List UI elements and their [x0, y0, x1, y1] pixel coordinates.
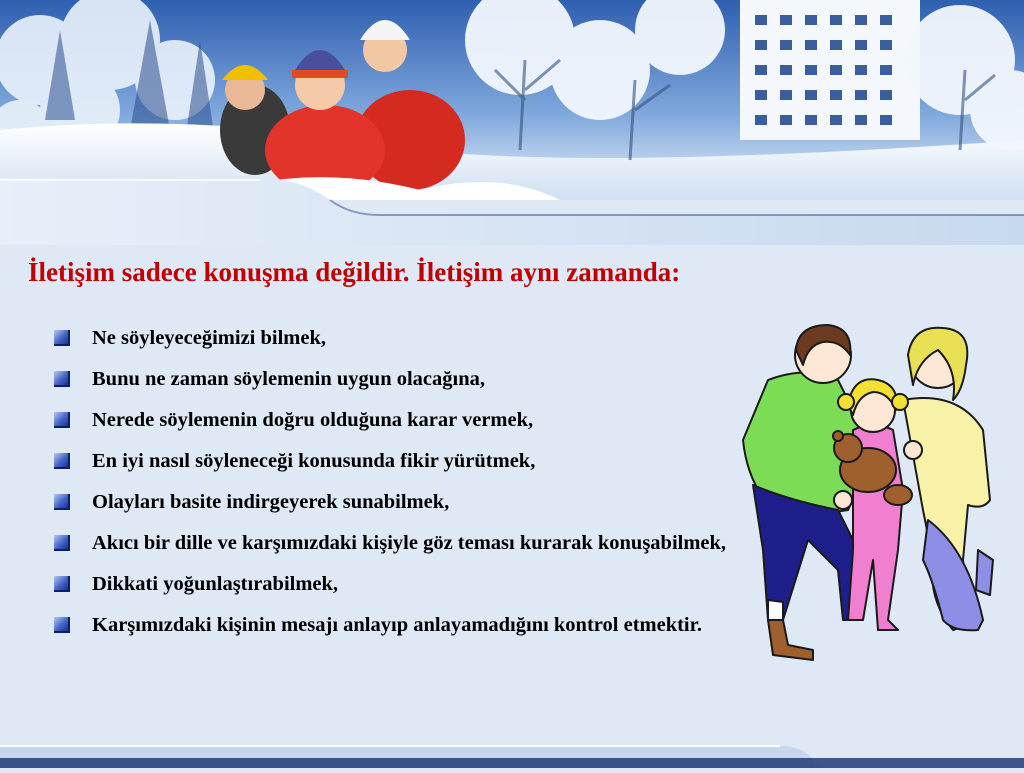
- square-bullet-icon: [54, 453, 70, 469]
- list-item: [54, 568, 734, 601]
- header-banner: [0, 0, 1024, 245]
- bullet-text: En iyi nasıl söyleneceği konusunda fikir yürütmek,: [92, 450, 536, 472]
- list-item: [54, 527, 734, 560]
- bullet-text: Olayları basite indirgeyerek sunabilmek,: [92, 491, 450, 513]
- list-item: [54, 404, 734, 437]
- bullet-text: Karşımızdaki kişinin mesajı anlayıp anlayamadığını kontrol etmektir.: [92, 614, 702, 636]
- square-bullet-icon: [54, 494, 70, 510]
- list-item: [54, 609, 734, 642]
- bullet-text: Bunu ne zaman söylemenin uygun olacağına,: [92, 368, 485, 390]
- square-bullet-icon: [54, 412, 70, 428]
- bullet-text: Dikkati yoğunlaştırabilmek,: [92, 573, 339, 595]
- list-item: [54, 322, 734, 355]
- bullet-text: Ne söyleyeceğimizi bilmek,: [92, 327, 326, 349]
- list-item: [54, 363, 734, 396]
- square-bullet-icon: [54, 617, 70, 633]
- bullet-list: [54, 322, 734, 650]
- footer-bar: [0, 742, 1024, 768]
- list-item: [54, 445, 734, 478]
- bullet-text: Akıcı bir dille ve karşımızdaki kişiyle göz teması kurarak konuşabilmek,: [92, 532, 727, 554]
- square-bullet-icon: [54, 535, 70, 551]
- list-item: [54, 486, 734, 519]
- square-bullet-icon: [54, 330, 70, 346]
- bullet-text: Nerede söylemenin doğru olduğuna karar vermek,: [92, 409, 534, 431]
- family-clipart: [728, 320, 998, 670]
- winter-children-photo: [0, 0, 1024, 245]
- square-bullet-icon: [54, 576, 70, 592]
- slide-title: İletişim sadece konuşma değildir. İletişim aynı zamanda:: [28, 257, 681, 287]
- square-bullet-icon: [54, 371, 70, 387]
